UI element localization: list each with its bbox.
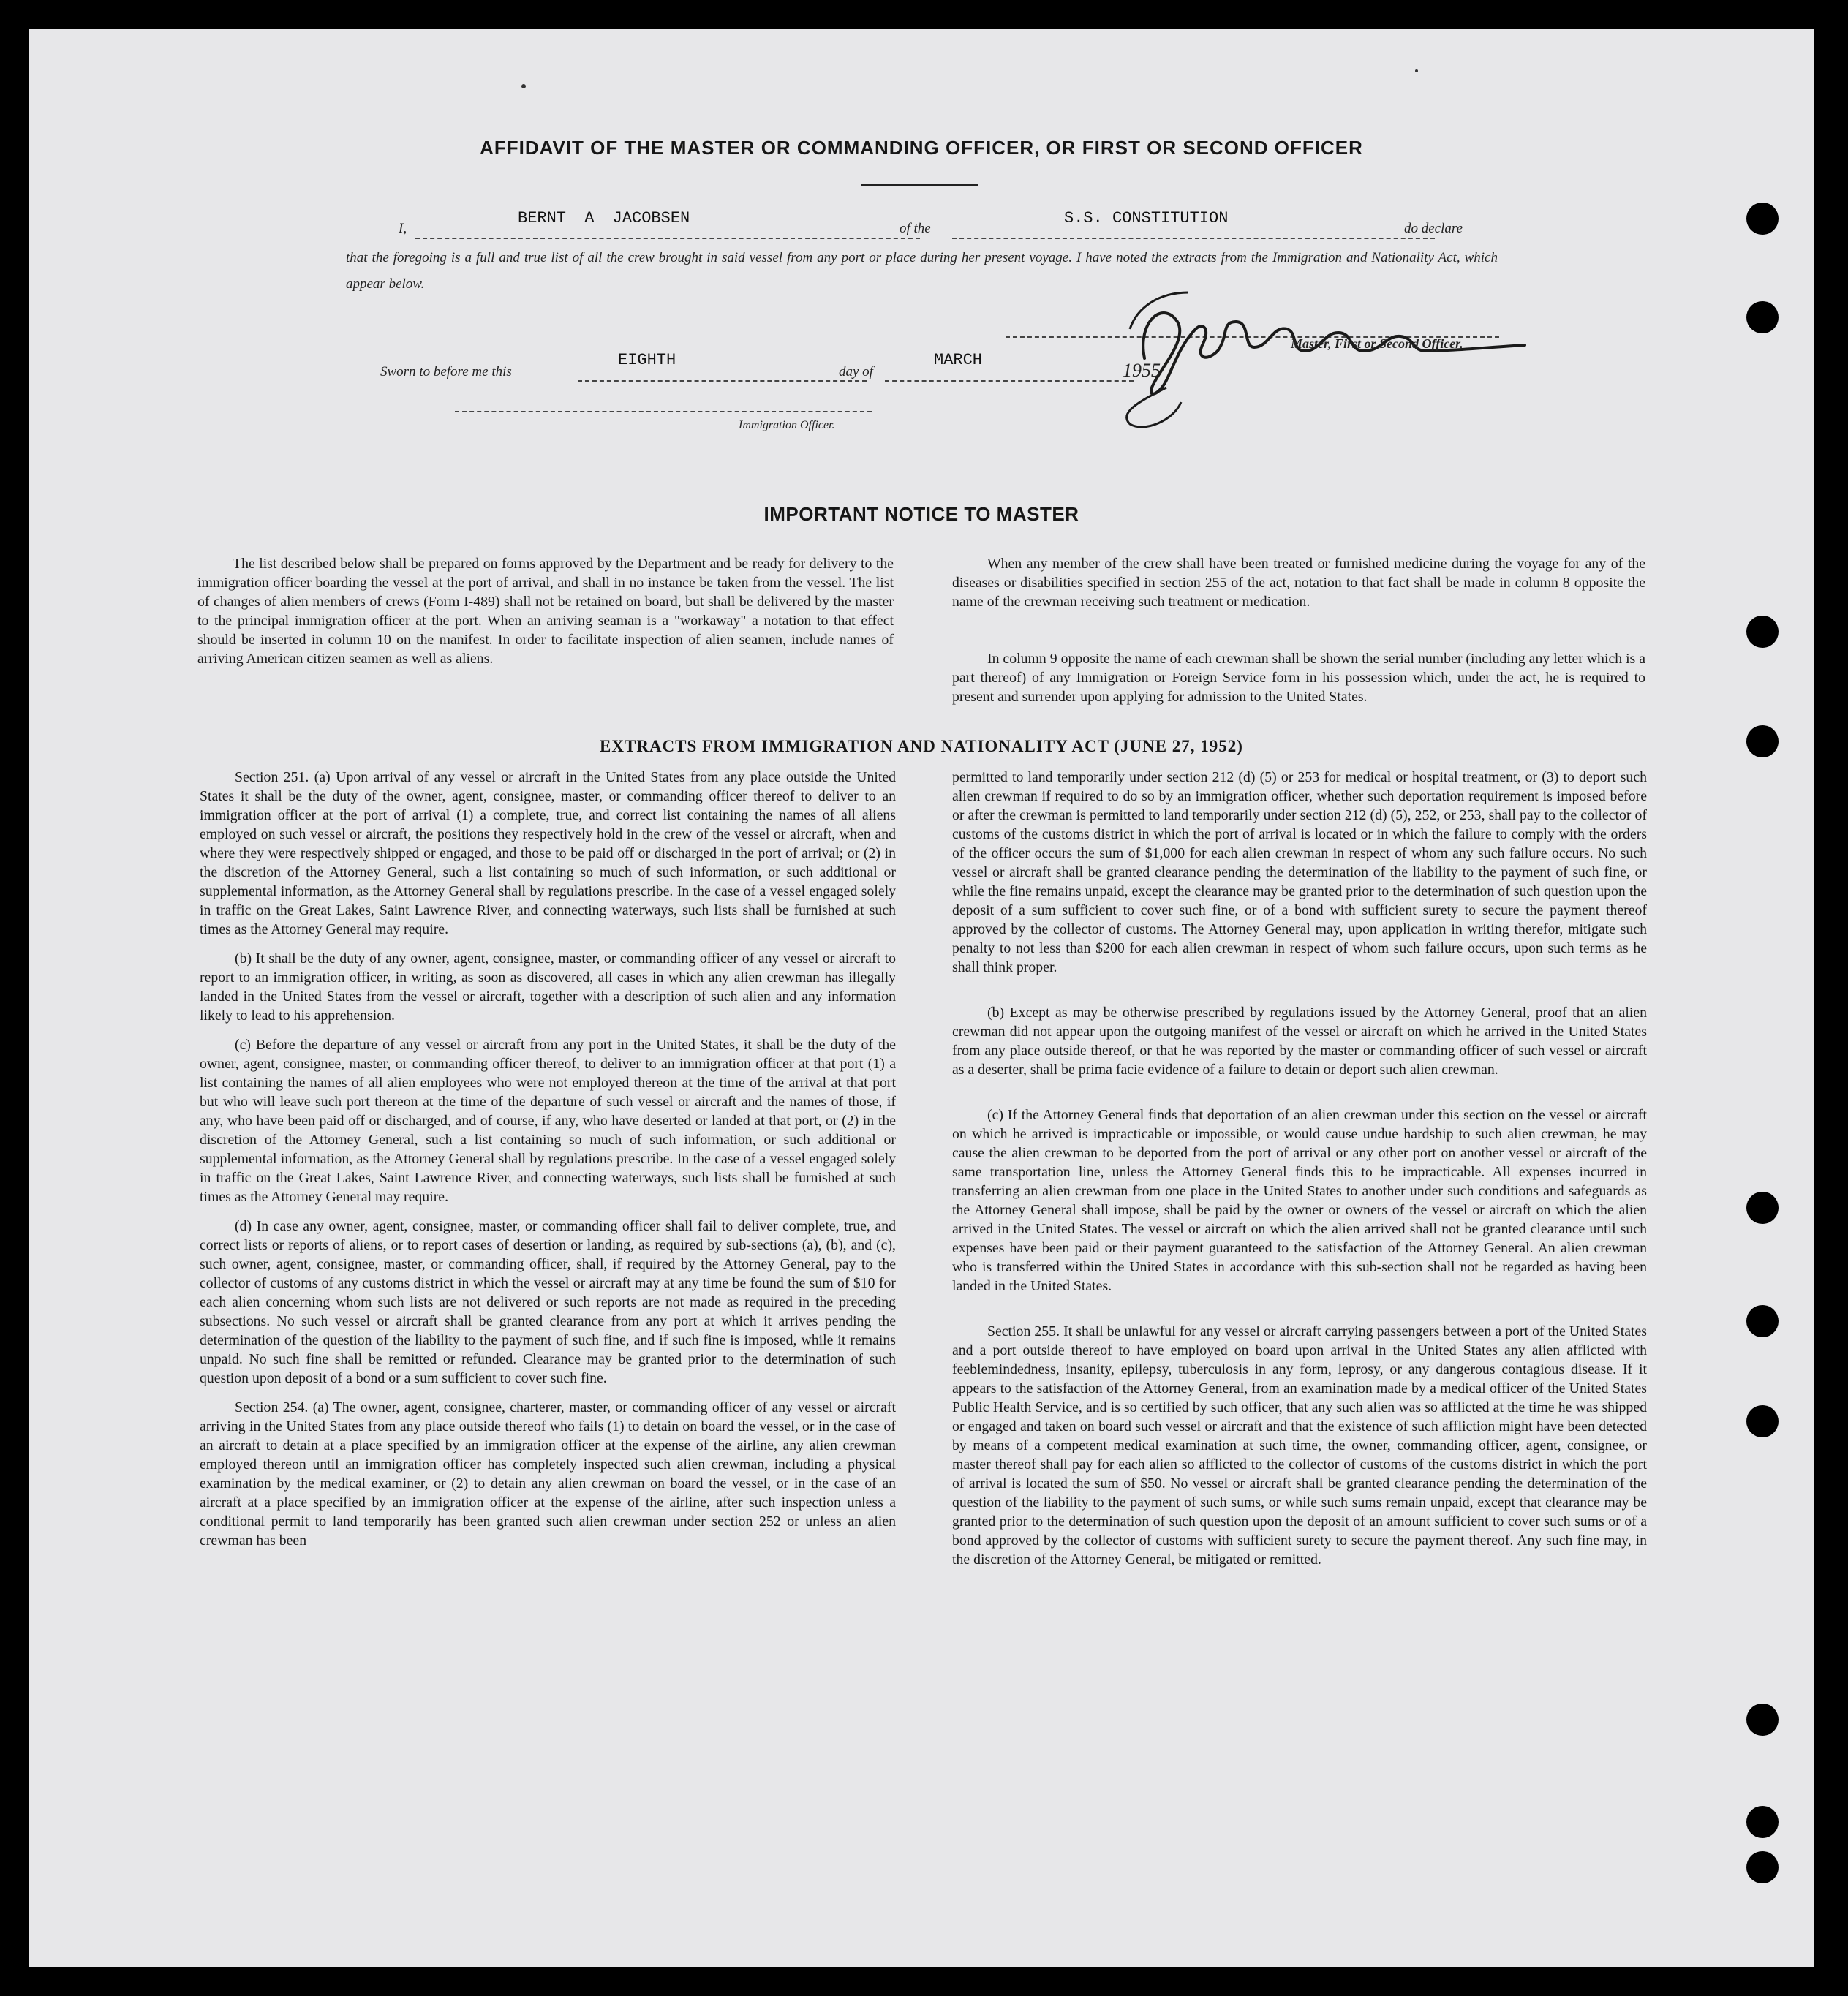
- master-name-value: BERNT A JACOBSEN: [518, 209, 690, 227]
- sworn-label: Sworn to before me this: [380, 364, 512, 379]
- declaration-text: that the foregoing is a full and true list of all the crew brought in said vessel from any port or place during her present voyage. I have noted the extracts from the Immigration and Nationality Act, which appear below.: [346, 250, 1498, 292]
- section-251-a: Section 251. (a) Upon arrival of any vessel or aircraft in the United States from any place outside the United States it shall be the duty of the owner, agent, consignee, master, or commanding officer thereof to deliver to an immigration officer at the port of arrival (1) a complete, true, and correct list containing the names of all aliens employed on such vessel or aircraft, the positions they respectively hold in the crew of the vessel or aircraft, when and where they were respectively shipped or engaged, and those to be paid off or discharged in the port of arrival; or (2) in the discretion of the Attorney General, such a list containing so much of such information, or such additional or supplemental information, as the Attorney General shall by regulations prescribe. In the case of a vessel engaged solely in traffic on the Great Lakes, Saint Lawrence River, and connecting waterways, such lists shall be furnished at such times as the Attorney General may require.: [200, 769, 896, 937]
- day-value: EIGHTH: [618, 351, 676, 369]
- officer-line: [455, 411, 872, 412]
- month-value: MARCH: [934, 351, 983, 369]
- punch-hole: [1746, 1305, 1779, 1337]
- punch-hole: [1746, 203, 1779, 235]
- signature-caption: Master, First or Second Officer.: [1291, 336, 1463, 351]
- section-254-c: (c) If the Attorney General finds that deportation of an alien crewman under this section on the vessel or aircraft on which he arrived is impracticable or impossible, or would cause undue hardship to such alien crewman, he may cause the alien crewman to be deported from the port of arrival or any other port on another vessel or aircraft of the same transportation line, unless the Attorney General finds this to be impracticable. All expenses incurred in transferring an alien crewman from one place in the United States to another under such conditions and safeguards as the Attorney General shall impose, shall be paid by the owner or owners of the vessel or aircraft on which the alien arrived in the United States. The vessel or aircraft on which the alien arrived shall not be granted clearance until such expenses have been paid or their payment guaranteed to the satisfaction of the Attorney General. An alien crewman who is transferred within the United States in accordance with this sub-section shall not be regarded as having been landed in the United States.: [952, 1107, 1647, 1294]
- day-line: [578, 380, 867, 382]
- document-page: [29, 29, 1814, 1967]
- speck-mark: [521, 84, 526, 88]
- section-254-b: (b) Except as may be otherwise prescribed by regulations issued by the Attorney General, proof that an alien crewman did not appear upon the outgoing manifest of the vessel or aircraft on which he arrived in the United States from any place outside thereof, or that he was reported by the master or commanding officer of such vessel or aircraft as a deserter, shall be prima facie evidence of a failure to detain or deport such alien crewman.: [952, 1005, 1647, 1078]
- section-251-c: (c) Before the departure of any vessel or aircraft from any port in the United States, it shall be the duty of the owner, agent, consignee, master, or commanding officer thereof, to deliver to an immigration officer at that port (1) a list containing the names of all alien employees who were not employed thereon at the time of the arrival at that port but who will leave such port thereon at the time of the departure of such vessel or aircraft and the names of those, if any, who have been paid off or discharged, and of course, if any, who have deserted or landed at that port, or (2) in the discretion of the Attorney General, such a list containing so much of such information, or such additional or supplemental information, as the Attorney General shall by regulations prescribe. In the case of a vessel engaged solely in traffic on the Great Lakes, Saint Lawrence River, and connecting waterways, such lists shall be furnished at such times as the Attorney General may require.: [200, 1037, 896, 1205]
- extracts-title: EXTRACTS FROM IMMIGRATION AND NATIONALITY ACT (JUNE 27, 1952): [600, 737, 1243, 755]
- section-254-a: Section 254. (a) The owner, agent, consignee, charterer, master, or commanding officer of any vessel or aircraft arriving in the United States from any place outside thereof who fails (1) to detain on board the vessel, or in the case of an aircraft to detain at a place specified by an immigration officer at the expense of the airline, any alien crewman employed thereon until an immigration officer has completely inspected such alien crewman, including a physical examination by the medical examiner, or (2) to detain any alien crewman on board the vessel, or in the case of an aircraft at a place specified by an immigration officer at the expense of the airline, after such inspection unless a conditional permit to land temporarily has been granted such alien crewman under section 252 or unless an alien crewman has been: [200, 1399, 896, 1549]
- vessel-name-value: S.S. CONSTITUTION: [1064, 209, 1229, 227]
- vessel-name-line: [952, 238, 1435, 239]
- punch-hole: [1746, 301, 1779, 333]
- i-label: I,: [399, 221, 407, 236]
- section-251-d: (d) In case any owner, agent, consignee, master, or commanding officer shall fail to deliver complete, true, and correct lists or reports of aliens, or to report cases of desertion or landing, as required by sub-sections (a), (b), and (c), such owner, agent, consignee, master, or commanding officer, shall, if required by the Attorney General, pay to the collector of customs of any customs district in which the vessel or aircraft may at any time be found the sum of $10 for each alien concerning whom such lists are not delivered or such reports are not made as required in the preceding subsections. No such vessel or aircraft shall be granted clearance from any port at which it arrives pending the determination of the question of the liability to the payment of such fine, and if such fine is imposed, while it remains unpaid. No such fine shall be remitted or refunded. Clearance may be granted prior to the determination of such question upon deposit of a bond or a sum sufficient to cover such fine.: [200, 1218, 896, 1386]
- of-the-label: of the: [900, 221, 931, 236]
- master-name-line: [415, 238, 920, 239]
- punch-hole: [1746, 1704, 1779, 1736]
- month-line: [885, 380, 1134, 382]
- notice-right-text-2: In column 9 opposite the name of each crewman shall be shown the serial number (including any letter which is a part thereof) of any Immigration or Foreign Service form in his possession which, under the act, he is required to present and surrender upon applying for admission to the United States.: [952, 651, 1645, 705]
- do-declare-label: do declare: [1404, 221, 1463, 236]
- punch-hole: [1746, 1806, 1779, 1838]
- punch-hole: [1746, 1405, 1779, 1437]
- officer-caption: Immigration Officer.: [739, 419, 835, 431]
- year-value: 1955: [1123, 360, 1161, 381]
- notice-left-text: The list described below shall be prepared on forms approved by the Department and be ready for delivery to the immigration officer boarding the vessel at the port of arrival, and shall in no instance be taken from the vessel. The list of changes of alien members of crews (Form I-489) shall not be retained on board, but shall be delivered by the master to the principal immigration officer at the port. When an arriving seaman is a "workaway" a notation to that effect should be inserted in column 10 on the manifest. In order to facilitate inspection of alien seamen, include names of arriving American citizen seamen as well as aliens.: [197, 556, 894, 667]
- title-underline: [861, 184, 978, 186]
- master-signature: [1093, 278, 1532, 431]
- extracts-left-column: [200, 768, 896, 1550]
- punch-hole: [1746, 616, 1779, 648]
- section-254-a-continued: permitted to land temporarily under section 212 (d) (5) or 253 for medical or hospital treatment, or (3) to deport such alien crewman if required to do so by an immigration officer, whether such deportation requirement is imposed before or after the crewman is permitted to land temporarily under section 212 (d) (5), 252, or 253, shall pay to the collector of customs of the customs district in which the port of arrival is located or in which the failure to comply with the orders of the officer occurs the sum of $1,000 for each alien crewman in respect of whom any such failure occurs. No such vessel or aircraft shall be granted clearance pending the determination of the liability to the payment of such fine, or while the fine remains unpaid, except the clearance may be granted prior to the determination of such question upon the deposit of a sum sufficient to cover such fine, or of a bond with sufficient surety to secure the payment thereof approved by the collector of customs. The Attorney General may, upon application in writing therefor, mitigate such penalty to not less than $200 for each alien crewman in respect of whom such failure occurs, upon such terms as he shall think proper.: [952, 769, 1647, 975]
- day-of-label: day of: [839, 364, 873, 379]
- affidavit-title: AFFIDAVIT OF THE MASTER OR COMMANDING OFFICER, OR FIRST OR SECOND OFFICER: [480, 137, 1363, 159]
- speck-mark: [1415, 69, 1418, 72]
- extracts-right-column: [952, 768, 1647, 1569]
- punch-hole: [1746, 1192, 1779, 1224]
- section-251-b: (b) It shall be the duty of any owner, agent, consignee, master, or commanding officer of any vessel or aircraft to report to an immigration officer, in writing, as soon as discovered, all cases in which any alien crewman has illegally landed in the United States from the vessel or aircraft, together with a description of such alien and any information likely to lead to his apprehension.: [200, 950, 896, 1024]
- punch-hole: [1746, 1851, 1779, 1883]
- punch-hole: [1746, 725, 1779, 757]
- section-255: Section 255. It shall be unlawful for any vessel or aircraft carrying passengers between a port of the United States and a port outside thereof to have employed on board upon arrival in the United States any alien afflicted with feeblemindedness, insanity, epilepsy, tuberculosis in any form, leprosy, or any dangerous contagious disease. If it appears to the satisfaction of the Attorney General, from an examination made by a medical officer of the United States Public Health Service, and is so certified by such officer, that any such alien was so afflicted at the time he was shipped or engaged and taken on board such vessel or aircraft and that the existence of such affliction might have been detected by means of a competent medical examination at such time, the owner, commanding officer, agent, consignee, or master thereof shall pay for each alien so afflicted to the collector of customs of the customs district in which the port of arrival is located the sum of $50. No vessel or aircraft shall be granted clearance pending the determination of the question of the liability to the payment of such sums, or while such sums remain unpaid, except that clearance may be granted prior to the determination of such question upon the deposit of an amount sufficient to cover such sums or of a bond approved by the collector of customs with sufficient surety to secure the payment thereof. Any such fine may, in the discretion of the Attorney General, be mitigated or remitted.: [952, 1323, 1647, 1568]
- notice-right-text-1: When any member of the crew shall have been treated or furnished medicine during the voyage for any of the diseases or disabilities specified in section 255 of the act, notation to that fact shall be made in column 8 opposite the name of the crewman receiving such treatment or medication.: [952, 556, 1645, 610]
- notice-title: IMPORTANT NOTICE TO MASTER: [763, 503, 1079, 525]
